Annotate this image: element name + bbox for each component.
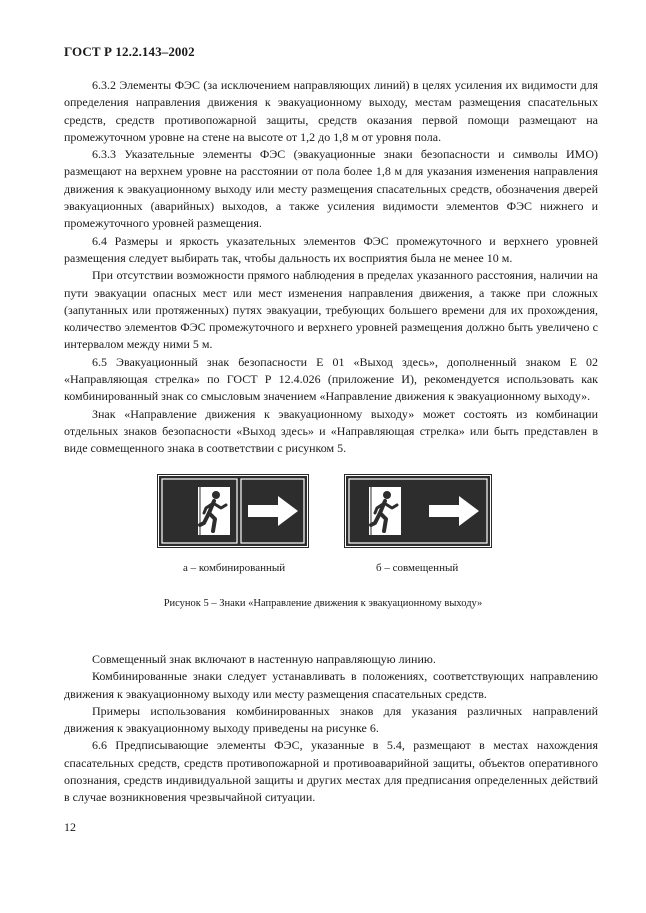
figure-5: [0, 474, 646, 614]
text-section-bottom: [64, 651, 598, 807]
merged-sign: [344, 474, 492, 548]
label-combined: а – комбинированный: [183, 562, 286, 574]
paragraph-6-6: 6.6 Предписывающие элементы ФЭС, указанные в 5.4, размещают в местах нахождения спасательных средств, средств противопожарной и противоаварийной защиты, объектов оперативного опознания, средств индивидуальной защиты и других местах для предписания определенных действий в случае возникновения чрезвычайной ситуации.: [64, 738, 598, 805]
paragraph-6-3-2: 6.3.2 Элементы ФЭС (за исключением направляющих линий) в целях усиления их видимости для определения направления движения к эвакуационному выходу, местам размещения спасательных средств, средств противопожарной защиты, средств оказания первой помощи размещают на промежуточном уровне на стене на высоте от 1,2 до 1,8 м от уровня пола.: [64, 78, 598, 144]
paragraph-combined-signs: Комбинированные знаки следует устанавливать в положениях, соответствующих направлению движения к эвакуационному выходу или месту размещения спасательных средств.: [64, 669, 598, 701]
label-merged: б – совмещенный: [376, 562, 459, 574]
text-section-top: [64, 77, 598, 458]
paragraph-6-3-3: 6.3.3 Указательные элементы ФЭС (эвакуационные знаки безопасности и символы ИМО) размещают на верхнем уровне на расстоянии от пола более 1,8 м для указания изменения направления движения к эвакуационному выходу или месту размещения спасательных средств, обозначения дверей эвакуационных (аварийных) выходов, а также усиления видимости элементов ФЭС нижнего и промежуточного уровней размещения.: [64, 147, 598, 231]
document-header: ГОСТ Р 12.2.143–2002: [64, 44, 195, 59]
paragraph-examples: Примеры использования комбинированных знаков для указания различных направлений движения к эвакуационному выходу приведены на рисунке 6.: [64, 703, 598, 736]
running-man-exit-icon: [369, 487, 401, 535]
paragraph-6-5-cont: Знак «Направление движения к эвакуационному выходу» может состоять из комбинации отдельных знаков безопасности «Выход здесь» и «Направляющая стрелка» или быть представлен в виде совмещенного знака в соответствии с рисунком 5.: [64, 406, 598, 456]
combined-sign: [157, 474, 309, 548]
page-number: 12: [64, 820, 76, 834]
paragraph-6-4: 6.4 Размеры и яркость указательных элементов ФЭС промежуточного и верхнего уровней размещения следует выбирать так, чтобы дальность их восприятия была не менее 10 м.: [64, 233, 598, 265]
paragraph-6-5: 6.5 Эвакуационный знак безопасности Е 01 «Выход здесь», дополненный знаком Е 02 «Направляющая стрелка» по ГОСТ Р 12.4.026 (приложение И), рекомендуется использовать как комбинированный знак со смысловым значением «Направление движения к эвакуационному выходу».: [64, 354, 598, 404]
running-man-exit-icon: [198, 487, 230, 535]
paragraph-6-4-cont: При отсутствии возможности прямого наблюдения в пределах указанного расстояния, наличии на пути эвакуации опасных мест или мест изменения направления движения, а также при сложных (запутанных или протяженных) путях эвакуации, требующих большего времени для их прохождения, количество элементов ФЭС промежуточного и верхнего уровней размещения должно быть увеличено с интервалом между ними 5 м.: [64, 268, 598, 352]
figure-caption: Рисунок 5 – Знаки «Направление движения к эвакуационному выходу»: [163, 598, 483, 609]
paragraph-merged-sign: Совмещенный знак включают в настенную направляющую линию.: [92, 652, 436, 666]
